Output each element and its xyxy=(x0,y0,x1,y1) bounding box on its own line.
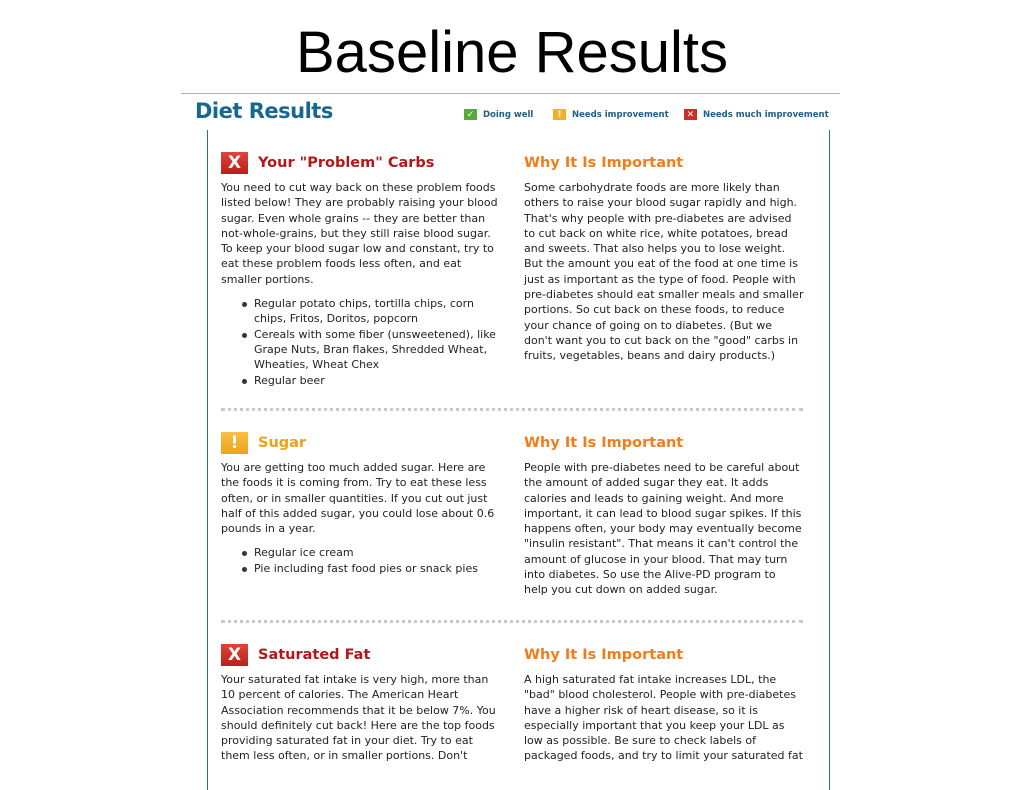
text-line: eat these problem foods less often, and eat xyxy=(221,257,462,271)
slide-title: Baseline Results xyxy=(296,20,728,85)
text-line: smaller portions. xyxy=(221,272,314,286)
text-line: should definitely cut back! Here are the top foods xyxy=(221,718,495,732)
text-line: Regular potato chips, tortilla chips, corn xyxy=(254,297,474,311)
text-line: them less often, or in smaller portions. Don't xyxy=(221,749,468,763)
legend-needs-improvement xyxy=(553,109,669,120)
text-line: your chance of going on to diabetes. (But we xyxy=(524,318,773,332)
why-important-column xyxy=(524,431,814,598)
section-main-column xyxy=(221,151,511,388)
food-list-item xyxy=(221,296,511,327)
section-text xyxy=(221,460,511,536)
section-separator xyxy=(221,408,803,411)
why-title: Why It Is Important xyxy=(524,155,684,171)
text-line: especially important that you keep your LDL as xyxy=(524,718,785,732)
bullet-icon xyxy=(242,551,247,556)
why-important-column xyxy=(524,151,814,364)
bullet-icon xyxy=(242,302,247,307)
text-line: A high saturated fat intake increases LDL, the xyxy=(524,673,777,686)
text-line: amount of glucose in your blood. That may turn xyxy=(524,552,788,566)
x-icon: X xyxy=(221,644,248,666)
text-line: into diabetes. So use the Alive-PD program to xyxy=(524,568,776,582)
section-text xyxy=(221,672,511,764)
section-title: Saturated Fat xyxy=(258,647,371,663)
check-icon: ✓ xyxy=(464,109,477,120)
food-list-item xyxy=(221,327,511,373)
why-heading xyxy=(524,431,814,455)
exclamation-icon: ! xyxy=(553,109,566,120)
text-line: portions. So cut back on these foods, to reduce xyxy=(524,303,785,317)
legend-label: Doing well xyxy=(483,109,534,120)
text-line: fruits, vegetables, beans and dairy products.) xyxy=(524,349,776,363)
food-list-item xyxy=(221,373,511,388)
text-line: "insulin resistant". That means it can't control the xyxy=(524,537,799,551)
text-line: "bad" blood cholesterol. People with pre-diabetes xyxy=(524,688,796,702)
x-icon: ✕ xyxy=(684,109,697,120)
food-list-item xyxy=(221,561,511,576)
text-line: 10 percent of calories. The American Heart xyxy=(221,688,459,702)
text-line: Wheaties, Wheat Chex xyxy=(254,358,380,372)
text-line: the foods it is coming from. Try to eat these less xyxy=(221,476,487,490)
why-heading xyxy=(524,643,814,667)
text-line: listed below! They are probably raising your blood xyxy=(221,196,498,210)
diet-results-title: Diet Results xyxy=(195,99,333,123)
section-main-column xyxy=(221,431,511,576)
text-line: Association recommends that it be below 7%. You xyxy=(221,703,496,717)
text-line: Cereals with some fiber (unsweetened), like xyxy=(254,327,496,341)
section-heading xyxy=(221,643,511,667)
text-line: pounds in a year. xyxy=(221,522,316,536)
text-line: have a higher risk of heart disease, so it is xyxy=(524,703,758,717)
title-divider xyxy=(181,93,840,94)
text-line: You are getting too much added sugar. Here are xyxy=(221,461,486,474)
legend-needs-much-improvement xyxy=(684,109,829,120)
text-line: sugar. Even whole grains -- they are better than xyxy=(221,211,486,225)
text-line: chips, Fritos, Doritos, popcorn xyxy=(254,312,418,326)
why-text xyxy=(524,180,814,364)
text-line: Regular ice cream xyxy=(254,546,354,560)
why-text xyxy=(524,672,814,764)
section-text xyxy=(221,180,511,287)
section-separator xyxy=(221,620,803,623)
bullet-icon xyxy=(242,379,247,384)
text-line: low as possible. Be sure to check labels of xyxy=(524,734,757,748)
text-line: pre-diabetes should eat smaller meals and smaller xyxy=(524,288,804,302)
text-line: People with pre-diabetes need to be careful about xyxy=(524,461,800,474)
legend-doing-well xyxy=(464,109,533,120)
text-line: often, or in smaller quantities. If you cut out just xyxy=(221,491,488,505)
why-text xyxy=(524,460,814,598)
food-list xyxy=(221,545,511,576)
text-line: But the amount you eat of the food at one time is xyxy=(524,257,798,271)
section-title: Sugar xyxy=(258,435,307,451)
text-line: help you cut down on added sugar. xyxy=(524,583,718,597)
section-title: Your "Problem" Carbs xyxy=(258,155,435,171)
x-icon: X xyxy=(221,152,248,174)
text-line: Regular beer xyxy=(254,373,325,387)
text-line: Your saturated fat intake is very high, more than xyxy=(221,673,489,686)
bullet-icon xyxy=(242,333,247,338)
legend-label: Needs much improvement xyxy=(703,109,829,120)
text-line: calories and leads to gaining weight. And more xyxy=(524,491,784,505)
text-line: important, it can lead to blood sugar spikes. If this xyxy=(524,506,802,520)
text-line: not-whole-grains, but they still raise blood sugar. xyxy=(221,226,491,240)
why-heading xyxy=(524,151,814,175)
text-line: Grape Nuts, Bran flakes, Shredded Wheat, xyxy=(254,342,488,356)
text-line: providing saturated fat in your diet. Try to eat xyxy=(221,734,473,748)
bullet-icon xyxy=(242,567,247,572)
legend-label: Needs improvement xyxy=(572,109,669,120)
text-line: You need to cut way back on these problem foods xyxy=(221,181,496,194)
text-line: just as important as the type of food. People with xyxy=(524,272,796,286)
text-line: happens often, your body may eventually become xyxy=(524,522,802,536)
text-line: Pie including fast food pies or snack pies xyxy=(254,561,478,575)
why-title: Why It Is Important xyxy=(524,435,684,451)
text-line: and sweets. That also helps you to lose weight. xyxy=(524,242,786,256)
exclamation-icon: ! xyxy=(221,432,248,454)
section-heading xyxy=(221,431,511,455)
why-title: Why It Is Important xyxy=(524,647,684,663)
text-line: Some carbohydrate foods are more likely than xyxy=(524,181,780,194)
text-line: others to raise your blood sugar rapidly and high. xyxy=(524,196,798,210)
food-list-item xyxy=(221,545,511,560)
text-line: That's why people with pre-diabetes are advised xyxy=(524,211,792,225)
why-important-column xyxy=(524,643,814,764)
food-list xyxy=(221,296,511,388)
text-line: half of this added sugar, you could lose about 0.6 xyxy=(221,506,495,520)
text-line: packaged foods, and try to limit your saturated fat xyxy=(524,749,803,763)
text-line: the amount of added sugar they eat. It adds xyxy=(524,476,769,490)
section-heading xyxy=(221,151,511,175)
text-line: To keep your blood sugar low and constant, try to xyxy=(221,242,494,256)
section-main-column xyxy=(221,643,511,764)
text-line: to cut back on white rice, white potatoes, bread xyxy=(524,226,788,240)
text-line: don't want you to cut back on the "good" carbs in xyxy=(524,333,799,347)
